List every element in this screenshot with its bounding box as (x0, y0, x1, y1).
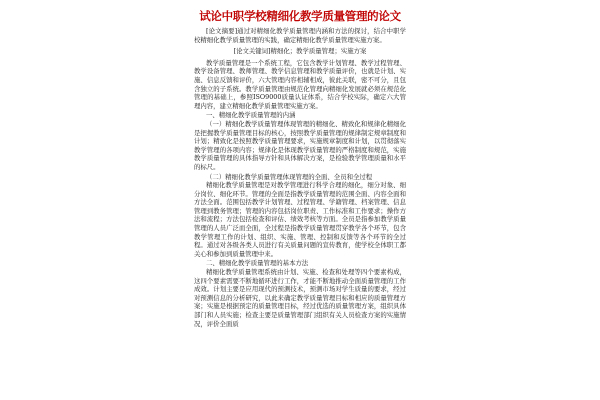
body-paragraph: （一）精细化教学质量管理体现管理的精细化、精致化和规律化精细化是把握教学质量管理目标的核心，按照教学质量管理的规律制定规章制度和计划；精致化是按照教学质量管理要求，实施规章制度和计划，以贯彻落实教学管理的各项内容；规律化是体现教学质量管理的严格制度和规范，实施教学质量管理的具体指导方针和具体解决方案，是检验教学管理质量和水平的标尺。 (194, 119, 406, 171)
abstract-paragraph: [论文摘要]通过对精细化教学质量管理内涵和方法的探讨，结合中职学校精细化教学质量管理的实践，确定精细化教学质量管理实施方案。 (194, 27, 406, 44)
body-paragraph: 精细化教学质量管理是对教学管理进行科学合理的细化，细分对象、细分岗位、细化环节。管理的全面是指教学质量管理的范围全面、内容全面和方法全面。范围包括教学计划管理、过程管理、学籍管理、档案管理、信息管理到教务管理；管理的内容包括岗位职责、工作标准和工作要求；操作方法和流程；方法包括检查和评估、绩效考核等方面。全员是指参加教学质量管理的人员广泛而全面，全过程是指教学质量管理贯穿教学各个环节，包含教学管理工作的计划、组织、实施、管理、控制和反馈等各个环节的全过程。通过对各级各类人员进行有关质量问题的宣传教育，使学校全体职工都关心和参加到质量管理中来。 (194, 181, 406, 258)
body-paragraph: 精细化教学质量管理系统由计划、实施、检查和处理等四个要素构成，这四个要素需要不断地循环进行工作，才能不断地推动全面质量管理的工作成效。计划主要是应用现代的预测技术，预测市场对学生质量的要求，经过对预测信息的分析研究，以此来确定教学质量管理目标和相应的质量管理方案；实施是根据预定的质量管理目标，经过优选的质量管理方案，组织具体部门和人员实施；检查主要是质量管理部门组织有关人员检查方案的实施情况，评价全面质 (194, 268, 406, 328)
subsection-heading: （二）精细化教学质量管理体现管理的全面、全员和全过程 (206, 172, 373, 181)
document-page (194, 0, 406, 400)
section-heading: 一、精细化教学质量管理的内涵 (206, 111, 296, 120)
document-title: 试论中职学校精细化教学质量管理的论文 (199, 9, 401, 23)
keywords-line: [论文关键词]精细化；教学质量管理；实施方案 (233, 47, 367, 56)
section-heading: 二、精细化教学质量管理的基本方法 (206, 259, 309, 268)
body-paragraph: 教学质量管理是一个系统工程，它包含教学计划管理、教学过程管理、教学设备管理、教师管理、教学信息管理和教学质量评价，也就是计划、实施、信息反馈和评价，六大管理内容相辅相成，彼此关联，密不可分，且包含独立的子系统。教学质量管理由规范化管理向精细化发展就必须在规范化管理的基础上，参照ISO9000质量认证体系，结合学校实际，确定六大管理内容，建立精细化教学质量管理实施方案。 (194, 58, 406, 110)
